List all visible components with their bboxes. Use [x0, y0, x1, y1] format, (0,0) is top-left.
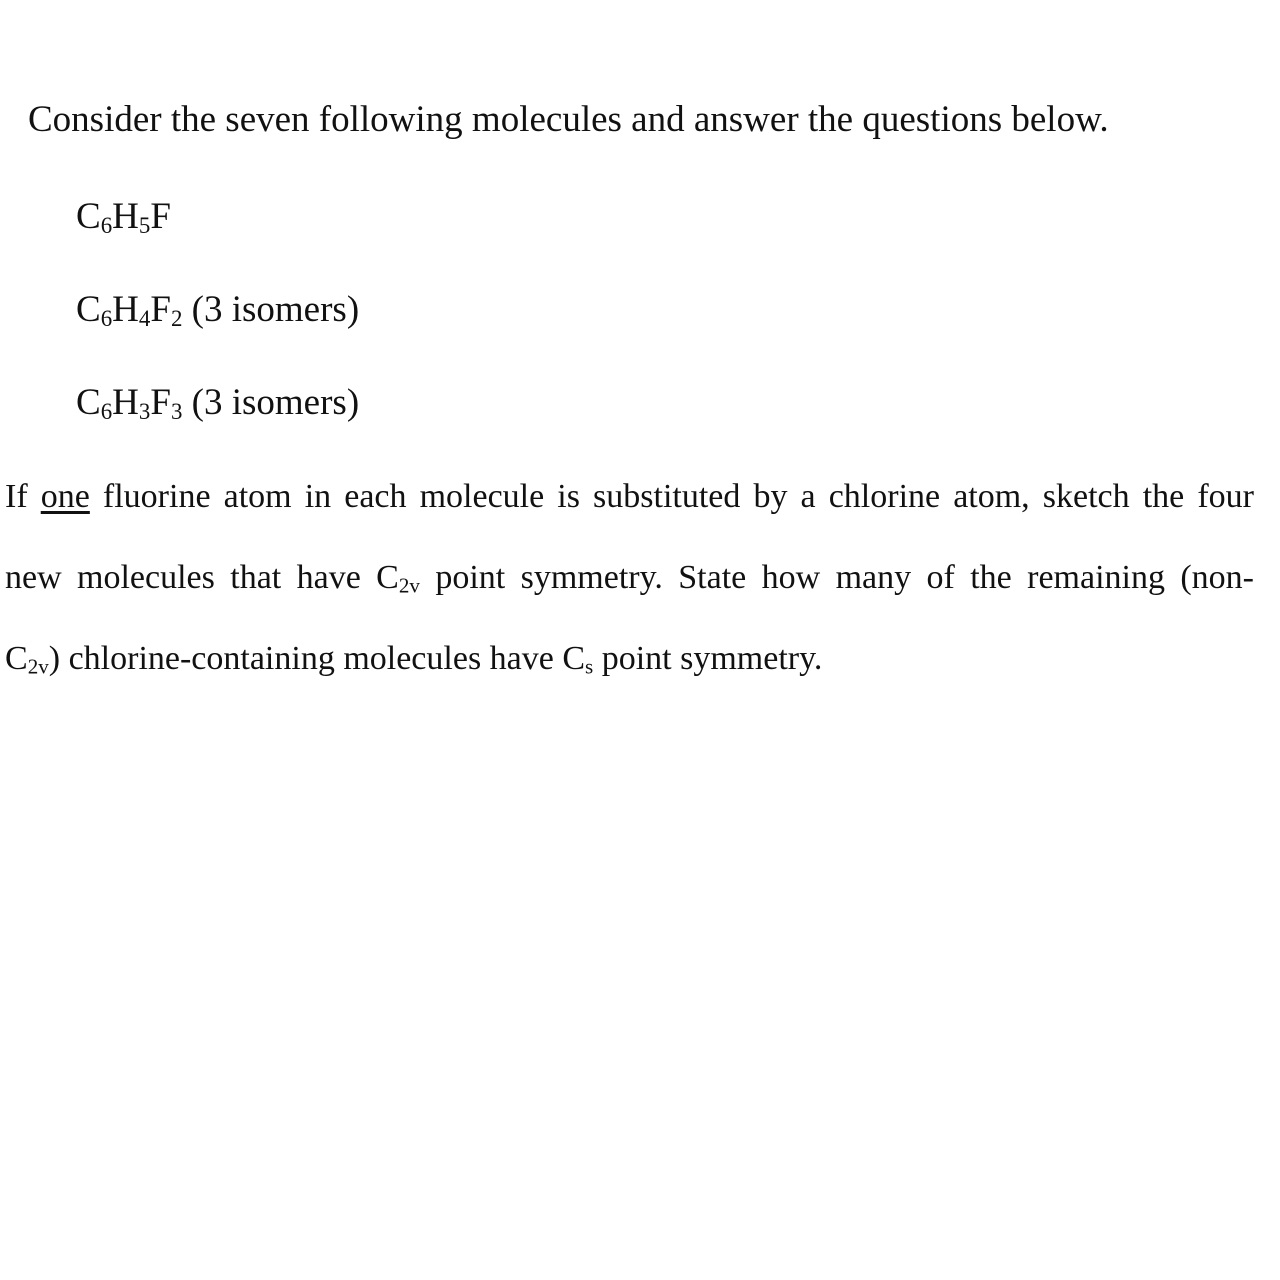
formula-subscript: 6 [100, 306, 113, 332]
formula-element: F [150, 382, 171, 423]
isomer-note: (3 isomers) [182, 382, 360, 423]
symmetry-subscript: 2v [27, 654, 49, 679]
formula-c6h5f [76, 195, 171, 238]
question-text: If [5, 478, 41, 515]
formula-element: H [112, 289, 139, 330]
symmetry-subscript: s [585, 654, 594, 679]
question-text: new molecules that have C [5, 559, 399, 596]
question-text: point symmetry. State how many of the remaining (non- [419, 559, 1254, 596]
intro-sentence: Consider the seven following molecules and answer the questions below. [28, 99, 1109, 140]
formula-element: C [76, 382, 101, 423]
formula-subscript: 5 [138, 213, 151, 239]
question-line-2 [5, 559, 1254, 597]
formula-c6h4f2 [76, 288, 359, 331]
question-text: ) chlorine-containing molecules have C [48, 640, 586, 677]
question-text: C [5, 640, 28, 677]
formula-element: C [76, 196, 101, 237]
symmetry-subscript: 2v [398, 573, 420, 598]
question-text: point symmetry. [593, 640, 823, 677]
formula-subscript: 3 [170, 399, 183, 425]
isomer-note: (3 isomers) [182, 289, 360, 330]
formula-element: F [150, 289, 171, 330]
formula-subscript: 2 [170, 306, 183, 332]
underlined-word: one [40, 478, 90, 515]
formula-c6h3f3 [76, 381, 359, 424]
question-line-1 [5, 478, 1254, 516]
formula-element: F [150, 196, 171, 237]
formula-element: C [76, 289, 101, 330]
formula-element: H [112, 196, 139, 237]
formula-subscript: 6 [100, 399, 113, 425]
formula-subscript: 6 [100, 213, 113, 239]
formula-subscript: 4 [138, 306, 151, 332]
formula-subscript: 3 [138, 399, 151, 425]
question-text: fluorine atom in each molecule is substituted by a chlorine atom, sketch the four [89, 478, 1254, 515]
formula-element: H [112, 382, 139, 423]
question-line-3 [5, 640, 1254, 678]
